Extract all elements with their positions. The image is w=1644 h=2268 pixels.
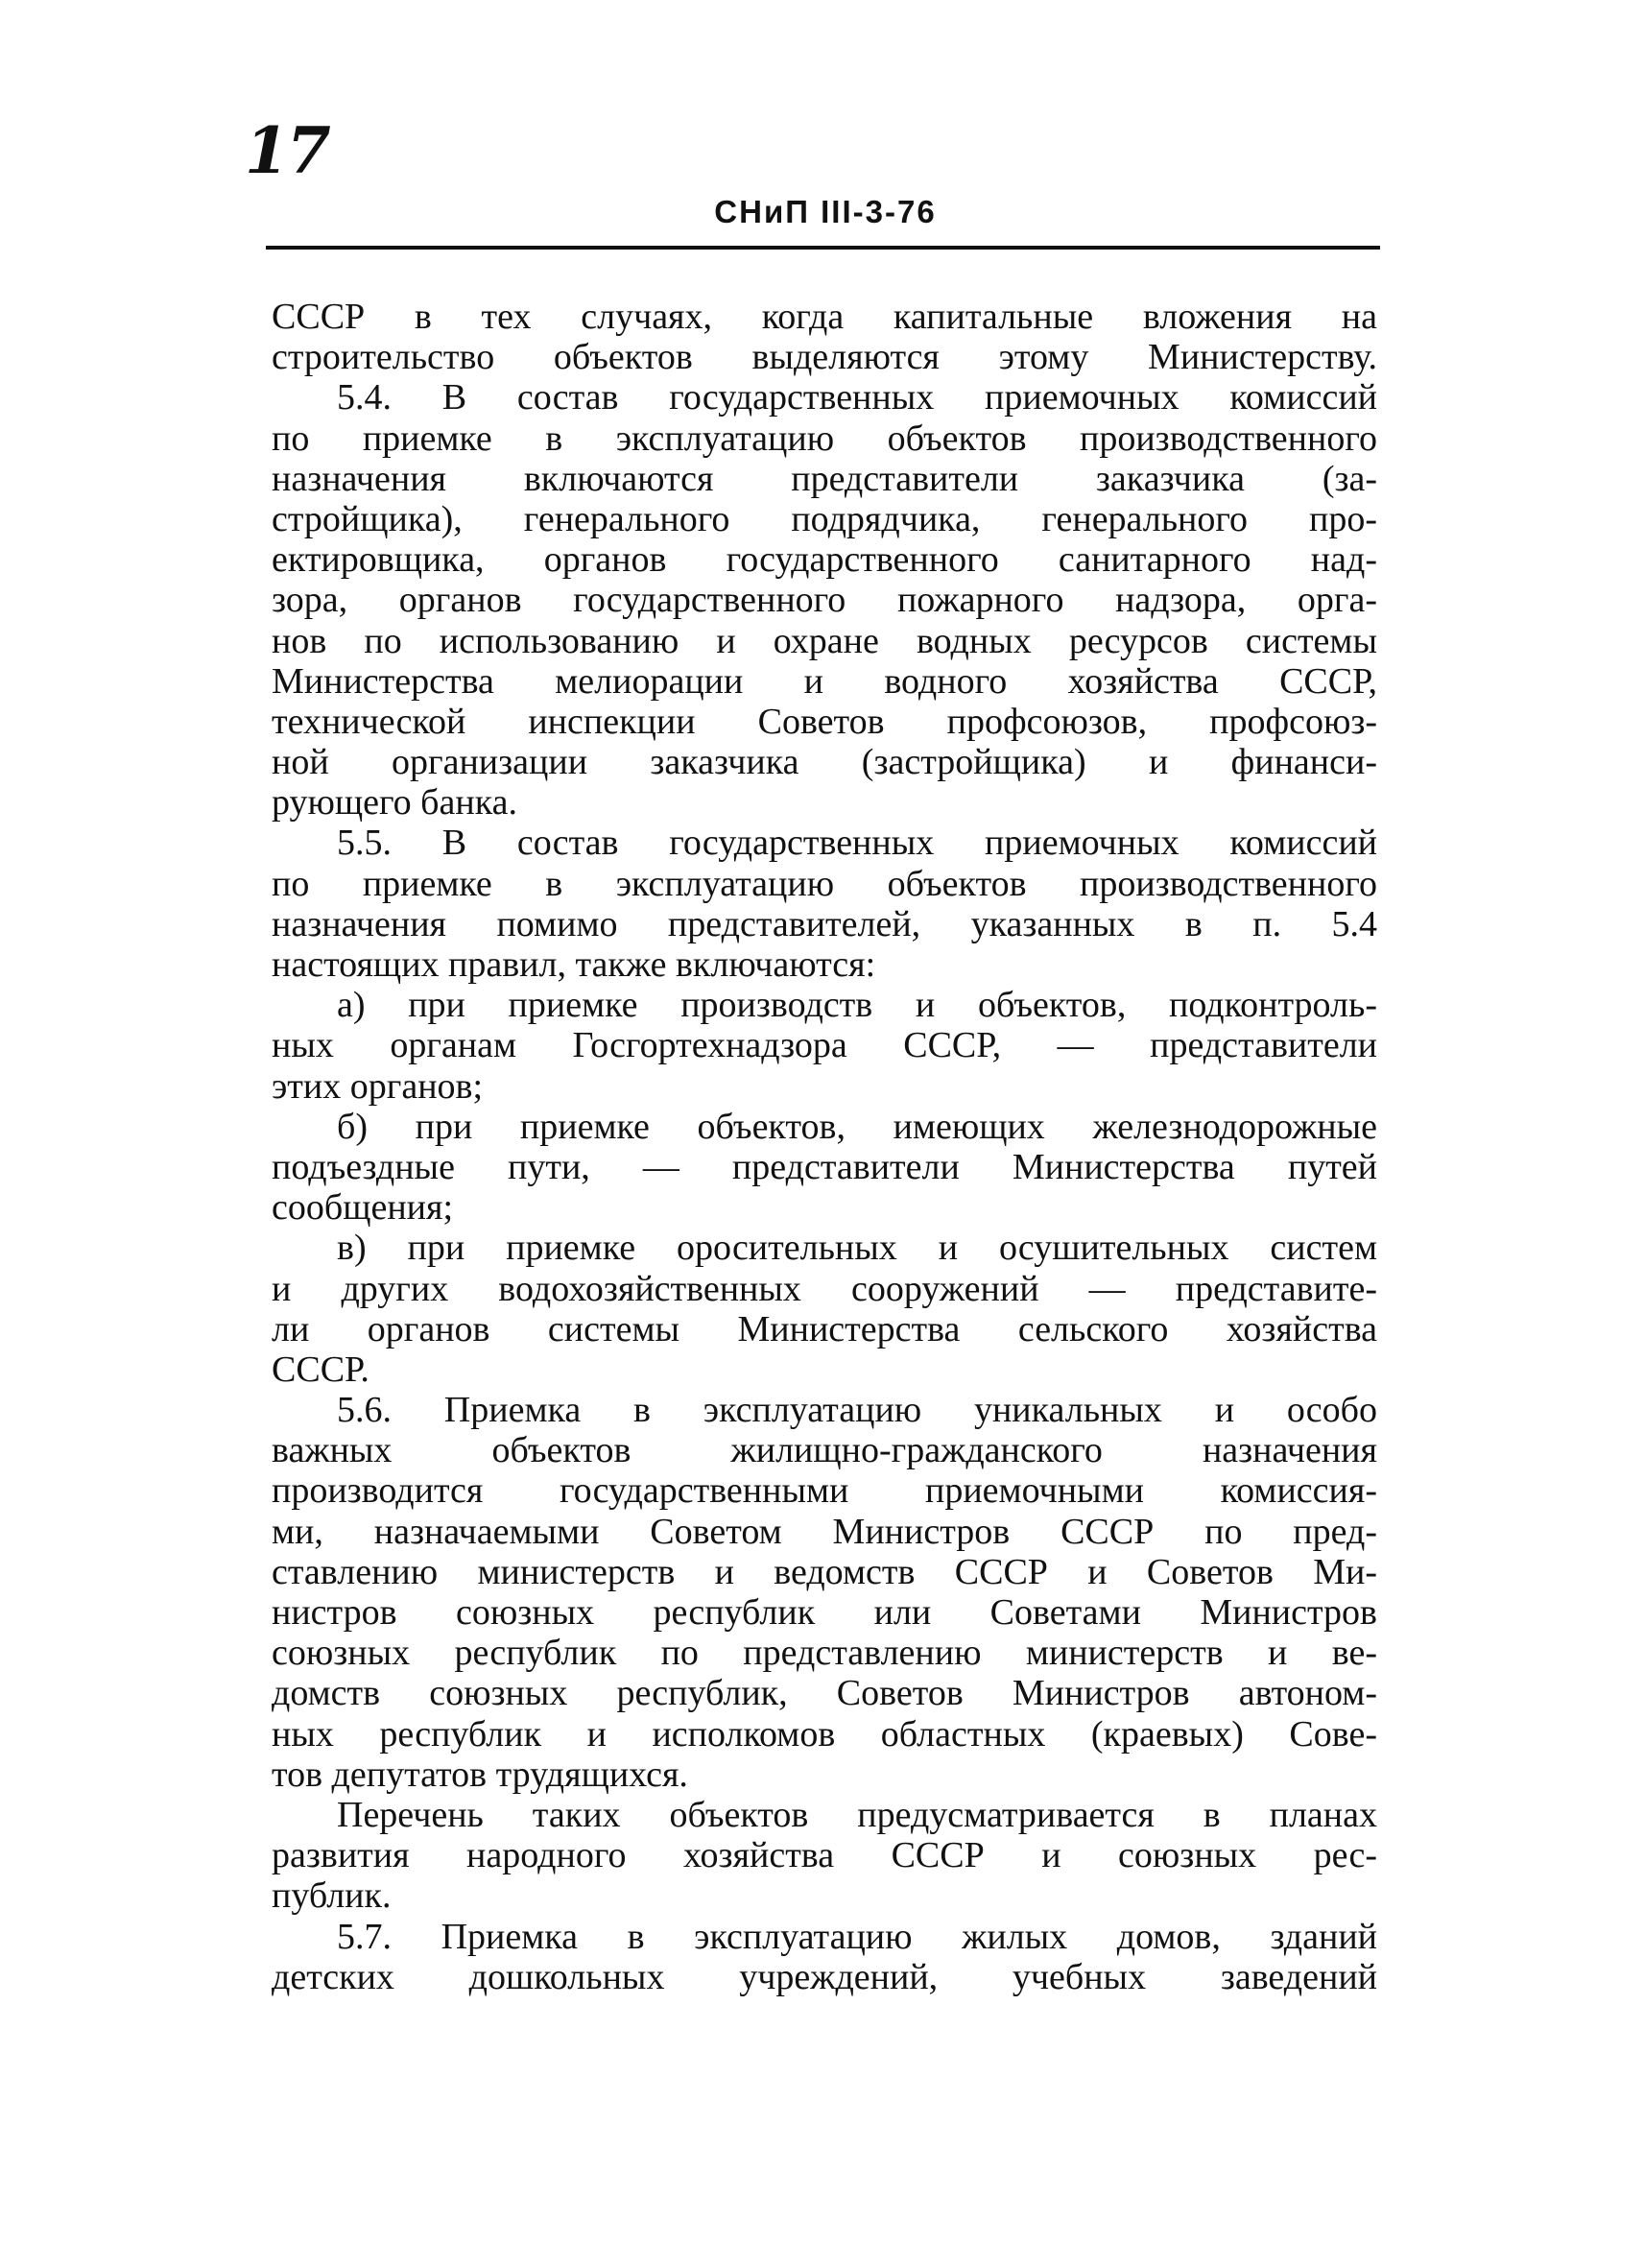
text-line: стройщика), генерального подрядчика, генерального про-	[272, 498, 1377, 539]
text-line: развития народного хозяйства СССР и союзных рес-	[272, 1835, 1377, 1876]
text-line: публик.	[272, 1875, 392, 1917]
text-line: СССР в тех случаях, когда капитальные вложения на	[272, 297, 1377, 337]
text-line: ми, назначаемыми Советом Министров СССР по пред-	[272, 1511, 1377, 1552]
text-line: нистров союзных республик или Советами Министров	[272, 1592, 1377, 1633]
text-line: в) при приемке оросительных и осушительных систем	[337, 1228, 1377, 1269]
text-line: нов по использованию и охране водных ресурсов системы	[272, 620, 1377, 661]
text-line: 5.6. Приемка в эксплуатацию уникальных и особо	[337, 1390, 1377, 1431]
text-line: по приемке в эксплуатацию объектов производственного	[272, 863, 1377, 904]
text-line: б) при приемке объектов, имеющих железнодорожные	[337, 1106, 1377, 1147]
text-line: а) при приемке производств и объектов, подконтроль-	[337, 985, 1377, 1026]
text-line: по приемке в эксплуатацию объектов производственного	[272, 418, 1377, 459]
page-number: 17	[245, 113, 329, 188]
text-line: ных республик и исполкомов областных (краевых) Сове-	[272, 1713, 1377, 1755]
text-line: этих органов;	[272, 1065, 484, 1107]
text-line: назначения включаются представители заказчика (за-	[272, 458, 1377, 499]
text-line: ной организации заказчика (застройщика) и финанси-	[272, 742, 1377, 783]
text-line: строительство объектов выделяются этому Министерству.	[272, 337, 1377, 378]
text-line: ектировщика, органов государственного санитарного над-	[272, 539, 1377, 581]
text-line: 5.7. Приемка в эксплуатацию жилых домов, зданий	[337, 1916, 1377, 1957]
text-line: ли органов системы Министерства сельского хозяйства	[272, 1308, 1377, 1349]
text-line: Перечень таких объектов предусматривается в планах	[337, 1794, 1377, 1835]
text-line: союзных республик по представлению министерств и ве-	[272, 1633, 1377, 1674]
text-line: подъездные пути, — представители Министерства путей	[272, 1146, 1377, 1187]
text-line: тов депутатов трудящихся.	[272, 1754, 688, 1795]
header-rule	[266, 246, 1380, 250]
text-line: рующего банка.	[272, 782, 517, 824]
text-line: детских дошкольных учреждений, учебных заведений	[272, 1956, 1377, 1997]
document-code-header: СНиП III-3-76	[714, 194, 937, 229]
text-line: домств союзных республик, Советов Министров автоном-	[272, 1673, 1377, 1714]
text-line: ставлению министерств и ведомств СССР и Советов Ми-	[272, 1551, 1377, 1592]
text-line: назначения помимо представителей, указанных в п. 5.4	[272, 903, 1377, 944]
text-line: сообщения;	[272, 1187, 454, 1229]
text-line: важных объектов жилищно-гражданского назначения	[272, 1430, 1377, 1471]
text-line: 5.4. В состав государственных приемочных комиссий	[337, 377, 1377, 418]
text-line: зора, органов государственного пожарного надзора, орга-	[272, 580, 1377, 621]
text-line: СССР.	[272, 1349, 369, 1390]
document-body	[272, 297, 1377, 1997]
text-line: Министерства мелиорации и водного хозяйства СССР,	[272, 660, 1377, 702]
text-line: технической инспекции Советов профсоюзов, профсоюз-	[272, 701, 1377, 742]
text-line: ных органам Госгортехнадзора СССР, — представители	[272, 1025, 1377, 1066]
text-line: настоящих правил, также включаются:	[272, 944, 876, 985]
text-line: и других водохозяйственных сооружений — представите-	[272, 1268, 1377, 1309]
text-line: производится государственными приемочными комиссия-	[272, 1470, 1377, 1512]
text-line: 5.5. В состав государственных приемочных комиссий	[337, 823, 1377, 864]
